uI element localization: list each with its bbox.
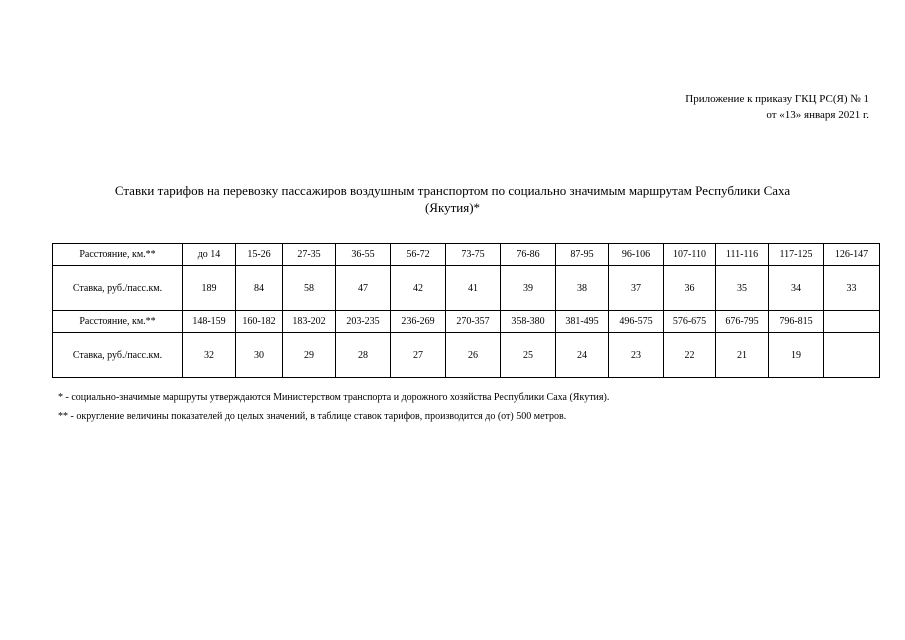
- table-cell: 270-357: [446, 311, 501, 333]
- table-cell: 117-125: [769, 244, 824, 266]
- table-cell: 19: [769, 333, 824, 378]
- table-cell: 25: [501, 333, 556, 378]
- table-cell: 24: [556, 333, 609, 378]
- table-cell: 34: [769, 266, 824, 311]
- document-title: [40, 182, 865, 216]
- table-cell: 496-575: [609, 311, 664, 333]
- table-cell: 126-147: [824, 244, 880, 266]
- title-line-2: (Якутия)*: [424, 200, 481, 215]
- appendix-line-date: от «13» января 2021 г.: [766, 109, 869, 121]
- table-cell: 56-72: [391, 244, 446, 266]
- table-cell: 576-675: [664, 311, 716, 333]
- table-cell: 38: [556, 266, 609, 311]
- row-label-cell: Ставка, руб./пасс.км.: [53, 333, 183, 378]
- table-cell: [824, 333, 880, 378]
- table-cell: 15-26: [236, 244, 283, 266]
- table-cell: 358-380: [501, 311, 556, 333]
- appendix-header: [685, 91, 869, 123]
- table-cell: 189: [183, 266, 236, 311]
- table-cell: 21: [716, 333, 769, 378]
- table-cell: 35: [716, 266, 769, 311]
- table-cell: 87-95: [556, 244, 609, 266]
- table-cell: 236-269: [391, 311, 446, 333]
- table-row-distance-2: [53, 311, 880, 333]
- table-cell: 32: [183, 333, 236, 378]
- table-cell: 676-795: [716, 311, 769, 333]
- table-cell: 47: [336, 266, 391, 311]
- tariff-table: [52, 243, 880, 378]
- table-cell: 796-815: [769, 311, 824, 333]
- footnote-2: ** - округление величины показателей до целых значений, в таблице ставок тарифов, производится до (от) 500 метров.: [58, 411, 567, 422]
- table-cell: 30: [236, 333, 283, 378]
- table-cell: 73-75: [446, 244, 501, 266]
- table-cell: 84: [236, 266, 283, 311]
- table-cell: 27: [391, 333, 446, 378]
- table-cell: 148-159: [183, 311, 236, 333]
- table-cell: 183-202: [283, 311, 336, 333]
- table-cell: 22: [664, 333, 716, 378]
- footnote-1: * - социально-значимые маршруты утверждаются Министерством транспорта и дорожного хозяйства Республики Саха (Якутия).: [58, 392, 610, 403]
- row-label-cell: Расстояние, км.**: [53, 311, 183, 333]
- table-cell: 107-110: [664, 244, 716, 266]
- table-cell: 33: [824, 266, 880, 311]
- title-line-1: Ставки тарифов на перевозку пассажиров воздушным транспортом по социально значимым маршрутам Республики Саха: [114, 183, 791, 198]
- table-cell: 41: [446, 266, 501, 311]
- table-cell: 42: [391, 266, 446, 311]
- table-row-distance-1: [53, 244, 880, 266]
- table-cell: 58: [283, 266, 336, 311]
- row-label-cell: Расстояние, км.**: [53, 244, 183, 266]
- table-cell: 203-235: [336, 311, 391, 333]
- table-cell: 36: [664, 266, 716, 311]
- row-label-cell: Ставка, руб./пасс.км.: [53, 266, 183, 311]
- table-cell: 160-182: [236, 311, 283, 333]
- table-cell: 29: [283, 333, 336, 378]
- table-cell: 76-86: [501, 244, 556, 266]
- table-cell: 111-116: [716, 244, 769, 266]
- appendix-line-order: Приложение к приказу ГКЦ РС(Я) № 1: [685, 93, 869, 105]
- table-row-rate-1: [53, 266, 880, 311]
- table-cell: до 14: [183, 244, 236, 266]
- table-row-rate-2: [53, 333, 880, 378]
- footnotes: [58, 388, 609, 426]
- table-cell: 27-35: [283, 244, 336, 266]
- table-cell: 36-55: [336, 244, 391, 266]
- table-cell: 23: [609, 333, 664, 378]
- table-cell: 39: [501, 266, 556, 311]
- table-cell: 381-495: [556, 311, 609, 333]
- table-cell: 26: [446, 333, 501, 378]
- table-cell: 37: [609, 266, 664, 311]
- table-cell: 96-106: [609, 244, 664, 266]
- table-cell: 28: [336, 333, 391, 378]
- table-cell: [824, 311, 880, 333]
